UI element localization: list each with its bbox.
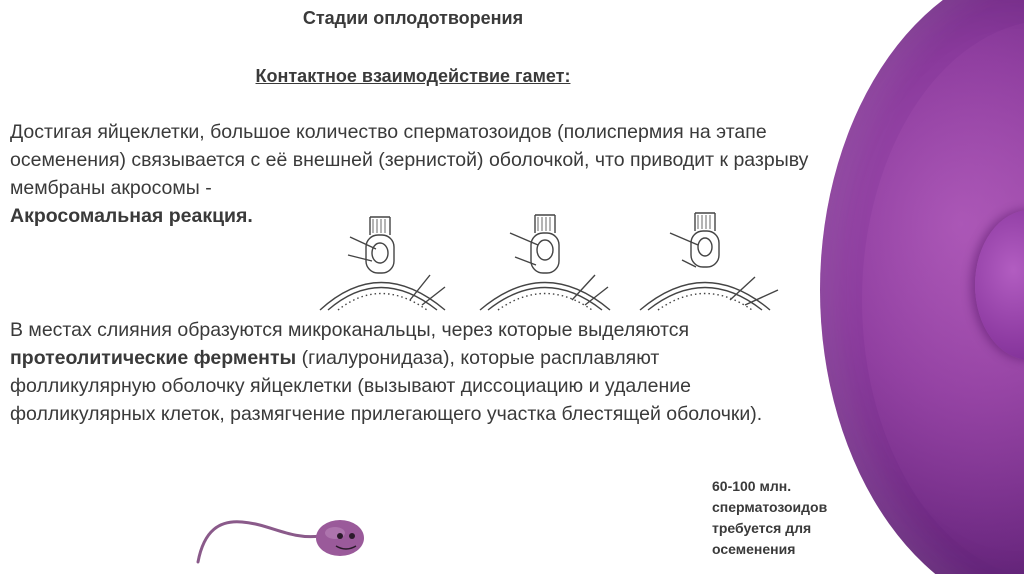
sperm-count-note — [712, 476, 862, 560]
note-line-4: осеменения — [712, 541, 796, 557]
proteolytic-enzymes-term: протеолитические ферменты — [10, 347, 297, 369]
sperm-illustration — [190, 500, 370, 570]
paragraph-enzymes-after: (гиалуронидаза), которые расплавляют фолликулярную оболочку яйцеклетки (вызывают диссоциацию и удаление фолликулярных клеток, размягчение прилегающего участка блестящей оболочки). — [10, 347, 763, 425]
note-line-1: 60-100 млн. — [712, 478, 792, 494]
paragraph-acrosome-text: Достигая яйцеклетки, большое количество сперматозоидов (полиспермия на этапе осеменения) связывается с её внешней (зернистой) оболочкой, что приводит к разрыву мембраны акросомы - — [10, 121, 809, 199]
diagram-panel-3 — [640, 213, 778, 310]
slide-subtitle: Контактное взаимодействие гамет: — [255, 66, 571, 86]
note-line-3: требуется для — [712, 520, 812, 536]
paragraph-enzymes-before: В местах слияния образуются микроканальцы, через которые выделяются — [10, 319, 690, 341]
diagram-panel-1 — [320, 217, 445, 310]
diagram-panel-2 — [480, 215, 610, 310]
acrosome-reaction-term: Акросомальная реакция. — [10, 205, 253, 227]
acrosome-reaction-diagram — [310, 205, 790, 315]
slide-title: Стадии оплодотворения — [302, 8, 524, 28]
note-line-2: сперматозоидов — [712, 499, 828, 515]
paragraph-enzymes — [10, 316, 810, 428]
